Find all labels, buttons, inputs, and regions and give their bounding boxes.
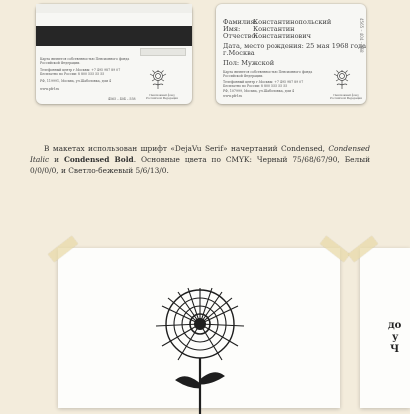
birth-line: Дата, место рождения: 25 мая 1968 года (223, 42, 367, 50)
poster-side (360, 248, 410, 408)
card-back-website: www.pfrf.ru (40, 87, 60, 91)
birth-place: г.Москва (223, 49, 255, 57)
tape-side (348, 236, 378, 262)
card-front-phone-1: Телефонный центр г.Москвы: +7 495 987 89 07 (223, 80, 304, 84)
flower-logo-icon (330, 70, 354, 90)
logo-caption-1: Пенсионный фонд (149, 94, 175, 97)
para-italic: Condensed Italic (30, 144, 370, 164)
tape-top-left (48, 236, 78, 262)
poster-main (58, 248, 340, 408)
flower-logo-icon (146, 70, 170, 90)
pfr-logo (146, 70, 178, 100)
logo-caption-2: Российской Федерации (146, 97, 179, 101)
signature-strip (140, 48, 186, 56)
patronymic-label: Отчество: (223, 32, 258, 40)
card-top-strip (36, 4, 192, 13)
flower-illustration-icon (150, 284, 250, 414)
surname-value: Константинопольский (253, 18, 332, 26)
card-front-ownership-text: Карта является собственностью Пенсионного фонда Российской Федерации. (223, 70, 313, 79)
magnetic-stripe (36, 26, 192, 46)
patronymic-value: Константинович (253, 32, 312, 40)
vertical-card-number: 4565 – 404 – 558 (359, 18, 364, 53)
card-back-number: 4565 – 404 – 558 (108, 97, 136, 101)
side-poster-line-3: Ч (390, 344, 400, 355)
card-back-address: РФ, 119991, Москва, ул.Шаболовка, дом 4 (40, 79, 112, 83)
card-back-phone-1: Телефонный центр г.Москвы: +7 495 987 89 07 (40, 68, 121, 72)
font-description-paragraph (30, 143, 370, 176)
para-text-1: В макетах использован шрифт «DejaVu Serif» начертаний Condensed, (44, 144, 329, 153)
name-value: Константин (253, 25, 295, 33)
card-back-side (36, 4, 192, 104)
patronymic-row (223, 32, 311, 40)
card-front-website: www.pfrf.ru (223, 94, 243, 98)
card-front-address: РФ, 107999, Москва, ул.Шаболовка, дом 4 (223, 89, 295, 93)
para-text-3: и (49, 155, 64, 164)
side-poster-line-1: до (388, 320, 402, 331)
para-text-5: . Основные цвета по CMYK: Черный 75/68/67/90, Белый 0/0/0/0, и Светло-бежевый 5/6/13/0. (30, 155, 371, 175)
card-back-phone-2: Бесплатно по России: 8 800 555 55 55 (40, 72, 105, 76)
sex-line: Пол: Мужской (223, 59, 275, 67)
card-front-side (216, 4, 366, 104)
card-back-ownership-text: Карта является собственностью Пенсионного фонда Российской Федерации. (40, 57, 130, 66)
logo-caption-1: Пенсионный фонд (333, 94, 359, 97)
name-label: Имя: (223, 25, 241, 33)
surname-label: Фамилия: (223, 18, 257, 26)
side-poster-line-2: у (392, 332, 399, 343)
para-bold: Condensed Bold (63, 155, 134, 164)
tape-top-right (320, 236, 350, 262)
card-front-phone-2: Бесплатно по России: 8 800 555 55 55 (223, 84, 288, 88)
pfr-logo-front (330, 70, 362, 100)
logo-caption-2: Российской Федерации (330, 97, 363, 101)
